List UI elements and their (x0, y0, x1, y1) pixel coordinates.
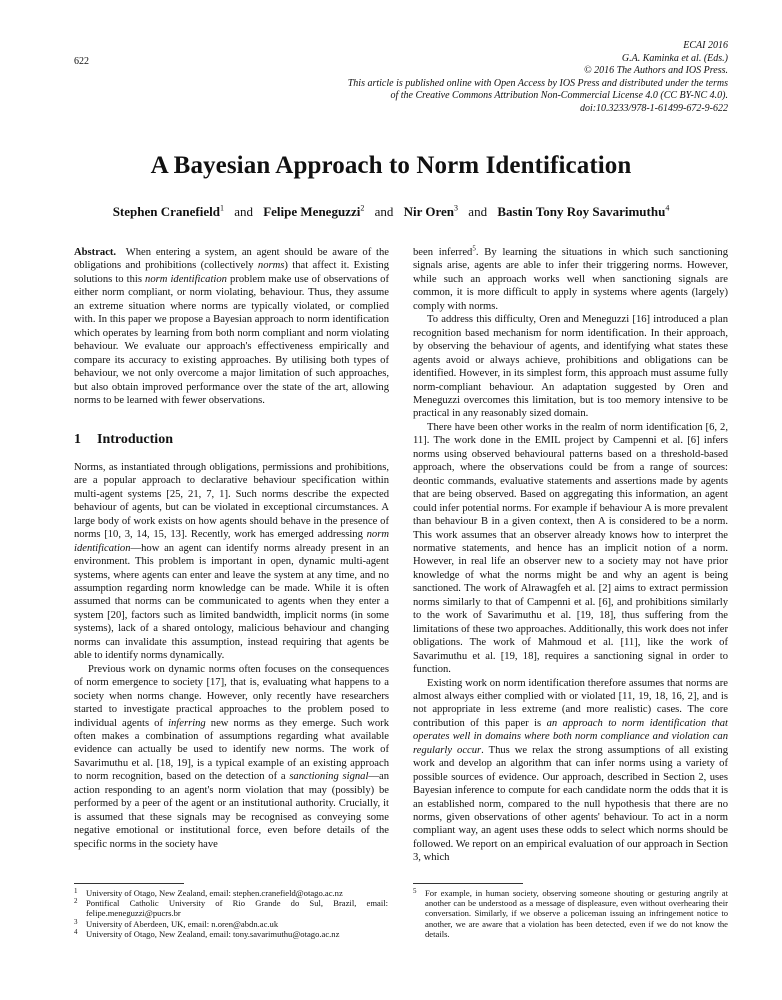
paragraph-text: Previous work on dynamic norms often focuses on the consequences of norm emergence to society [17], that is, evaluating what happens to a society when norms change. However, only recently have researchers started to investigate practical approaches to the problem posed to individual agents of (74, 663, 389, 729)
paragraph-text: —how an agent can identify norms already present in an environment. This problem is important in open, dynamic multi-agent systems, where agents can enter and leave the system at any time, and no assumption regarding norm knowledge can be made. While it is often assumed that norms can be communicated to agents when they enter a system [20], factors such as limited bandwidth, implicit norms (in some systems), lack of a shared ontology, malicious behaviour and changing norms can invalidate this assumption, instead requiring that agents be able to identify norms dynamically. (74, 542, 389, 662)
author-name: Bastin Tony Roy Savarimuthu (497, 204, 666, 219)
header-line: of the Creative Commons Attribution Non-Commercial License 4.0 (CC BY-NC 4.0). (390, 90, 728, 102)
paragraph-text: —an action responding to an agent's norm violation that may (possibly) be performed by a peer of the agent or an institutional authority. Crucially, it is assumed that these signals may be recognised as conveying some negative emotional or institutional force, even before details of the specific norms in the society have (74, 771, 389, 850)
header-line: doi:10.3233/978-1-61499-672-9-622 (579, 102, 728, 114)
paragraph-text: Existing work on norm identification therefore assumes that norms are almost always either complied with or violated [11, 19, 18, 16, 2], and is not appropriate in less extreme (and more realistic) cases. The core contribution of this paper is (413, 677, 728, 729)
footnote (74, 898, 388, 918)
footnote-text: University of Aberdeen, UK, email: n.oren@abdn.ac.uk (86, 918, 279, 929)
header-line: ECAI 2016 (683, 40, 728, 51)
section-heading (74, 433, 389, 446)
author-name: Nir Oren (403, 204, 455, 219)
author-name: Stephen Cranefield (112, 204, 220, 219)
abstract-text: When entering a system, an agent should be aware of the obligations and prohibitions (collectively (74, 247, 390, 272)
abstract-label: Abstract. (74, 247, 117, 258)
footnote-mark: 5 (413, 887, 417, 895)
footnote-reference: 5 (472, 244, 476, 253)
header-line: This article is published online with Open Access by IOS Press and distributed under the terms (347, 77, 728, 89)
paragraph-text: . Thus we relax the strong assumptions of all existing work and develop an algorithm that can infer norms using a variety of possible sources of evidence. Our approach, described in Section 2, uses Bayesian inference to compute for each candidate norm the odds that it is an established norm, compared to the null hypothesis that there are no norms, given observations of other agents' behaviour. To act in a norm compliant way, an agent uses these odds to select which norms should be followed. We report on an empirical evaluation of our approach in Section 3, which (413, 744, 728, 864)
author-mark: 3 (454, 203, 459, 213)
footnote-rule (74, 883, 184, 884)
paragraph-emphasis: an approach to norm identification that operates well in domains where both norm compliance and violation can regularly occur (413, 717, 728, 756)
paragraph-text: Norms, as instantiated through obligations, permissions and prohibitions, are a popular approach to declarative behaviour specification within multi-agent systems [25, 21, 7, 1]. Such norms describe the expected behaviour of agents, but can be violated in exceptional circumstances. A large body of work exists on how agents should behave in the presence of norms [10, 3, 14, 15, 13]. Recently, work has emerged addressing (74, 461, 389, 541)
footnote-mark: 1 (74, 887, 78, 895)
paragraph-emphasis: inferring (168, 717, 206, 729)
author-mark: 4 (665, 203, 670, 213)
footnote-text: University of Otago, New Zealand, email: tony.savarimuthu@otago.ac.nz (86, 928, 340, 939)
footnote-text: For example, in human society, observing someone shouting or gesturing angrily at another can be understood as a message of displeasure, even without overhearing their conversation. Similarly, if we observe a policeman issuing an infringement notice to another, we are aware that a violation has been detected, even if we do not know the details. (425, 888, 728, 939)
body-paragraph (74, 663, 389, 851)
footnote (74, 919, 388, 929)
section-title: Introduction (97, 432, 173, 448)
footnote-text: University of Otago, New Zealand, email: stephen.cranefield@otago.ac.nz (86, 888, 343, 898)
author-list (0, 204, 782, 220)
section-number: 1 (74, 432, 81, 448)
author-name: Felipe Meneguzzi (263, 204, 361, 219)
author-separator: and (234, 204, 253, 219)
page-number: 622 (74, 56, 89, 67)
left-footnotes (74, 888, 388, 939)
header-line: G.A. Kaminka et al. (Eds.) (621, 52, 728, 64)
footnote (413, 888, 728, 939)
paragraph-text: . By learning the situations in which such sanctioning signals arise, agents are able to infer their triggering norms. However, while such an approach works well when sanctioning signals are common, it is more difficult to apply in systems where agents (largely) comply with norms. (413, 247, 728, 312)
footnote-mark: 2 (74, 897, 78, 906)
footnote-mark: 3 (74, 917, 78, 926)
footnote-rule (413, 883, 523, 884)
body-paragraph: There have been other works in the realm of norm identification [6, 2, 11]. The work done in the EMIL project by Campenni et al. [6] infers norms using observed behavioural patterns based on a threshold-based approach, where the observations could be from a range of sources: deontic commands, evaluative statements and assertions made by agents that are being observed. Based on aggregating this information, an agent could infer potential norms. For example if behaviour A is more prevalent than behaviour B in a given context, then A is considered to be a norm. This work assumes that an observer already knows how to interpret the normative statements, and hence has an implicit notion of a norm. However, in real life an observer new to a society may not have prior knowledge of what the norms might be and why an agent is being sanctioned. The work of Alrawagfeh et al. [2] aims to extract permission norms similarly to that of Campenni et al. [6], and prohibitions similarly to the work of Savarimuthu et al. [19, 18], thus suffering from the limitations of these two approaches. Additionally, this work does not infer obligations. The work of Mahmoud et al. [11], like the work of Savarimuthu et al. [19, 18], requires a sanctioning signal in order to function. (413, 421, 728, 676)
author-separator: and (374, 204, 394, 219)
body-paragraph (74, 461, 389, 663)
left-column (74, 246, 389, 851)
body-paragraph (413, 246, 728, 313)
abstract (74, 246, 389, 407)
abstract-emphasis: norm identification (145, 273, 227, 285)
abstract-emphasis: norms (257, 260, 285, 272)
footnote (74, 888, 388, 898)
author-mark: 1 (219, 203, 224, 213)
header-line: © 2016 The Authors and IOS Press. (584, 65, 728, 77)
paragraph-emphasis: norm identification (74, 529, 389, 554)
abstract-text: problem make use of observations of either norm compliant, or norm violating, behaviour. Thus, they assume an extreme situation where norms are typically violated, or complied with. In this paper we propose a Bayesian approach to norm identification which operates by learning from both norm compliant and norm violating behaviour. We evaluate our approach's effectiveness empirically and compare its accuracy to existing approaches. By utilising both types of behaviour, we not only overcome a major limitation of such approaches, but also obtain improved performance over the state of the art, allowing norms to be learned with fewer observations. (74, 273, 389, 406)
author-separator: and (468, 204, 488, 219)
paragraph-text: new norms as they emerge. Such work often makes a combination of assumptions regarding what available evidence can actually be used to identify new norms. The work of Savarimuthu et al. [18, 19], is a typical example of an existing approach to norm recognition, based on the detection of a (74, 717, 390, 783)
right-footnotes (413, 888, 728, 939)
body-paragraph (413, 677, 728, 865)
footnote-text: Pontifical Catholic University of Rio Grande do Sul, Brazil, email: felipe.meneguzzi@pucrs.br (86, 898, 388, 919)
paragraph-text: been inferred (413, 247, 473, 258)
abstract-text: ) that affect it. Existing solutions to this (74, 260, 389, 285)
footnote (74, 929, 388, 939)
footnote-mark: 4 (74, 927, 78, 936)
paper-title: A Bayesian Approach to Norm Identification (150, 152, 632, 179)
body-paragraph: To address this difficulty, Oren and Meneguzzi [16] introduced a plan recognition based mechanism for norm identification. In their approach, by observing the behaviour of agents, and identifying what states these agents avoid or always achieve, prohibitions and obligations can be identified. However, in its simplest form, this approach must assume fully norm-compliant behaviour. An adaptation suggested by Oren and Meneguzzi overcomes this limitation, but is too memory intensive to be practical in any reasonably sized domain. (413, 314, 728, 420)
author-mark: 2 (360, 203, 365, 213)
publication-header (208, 40, 728, 116)
right-column (413, 246, 728, 865)
paragraph-emphasis: sanctioning signal (289, 771, 369, 783)
